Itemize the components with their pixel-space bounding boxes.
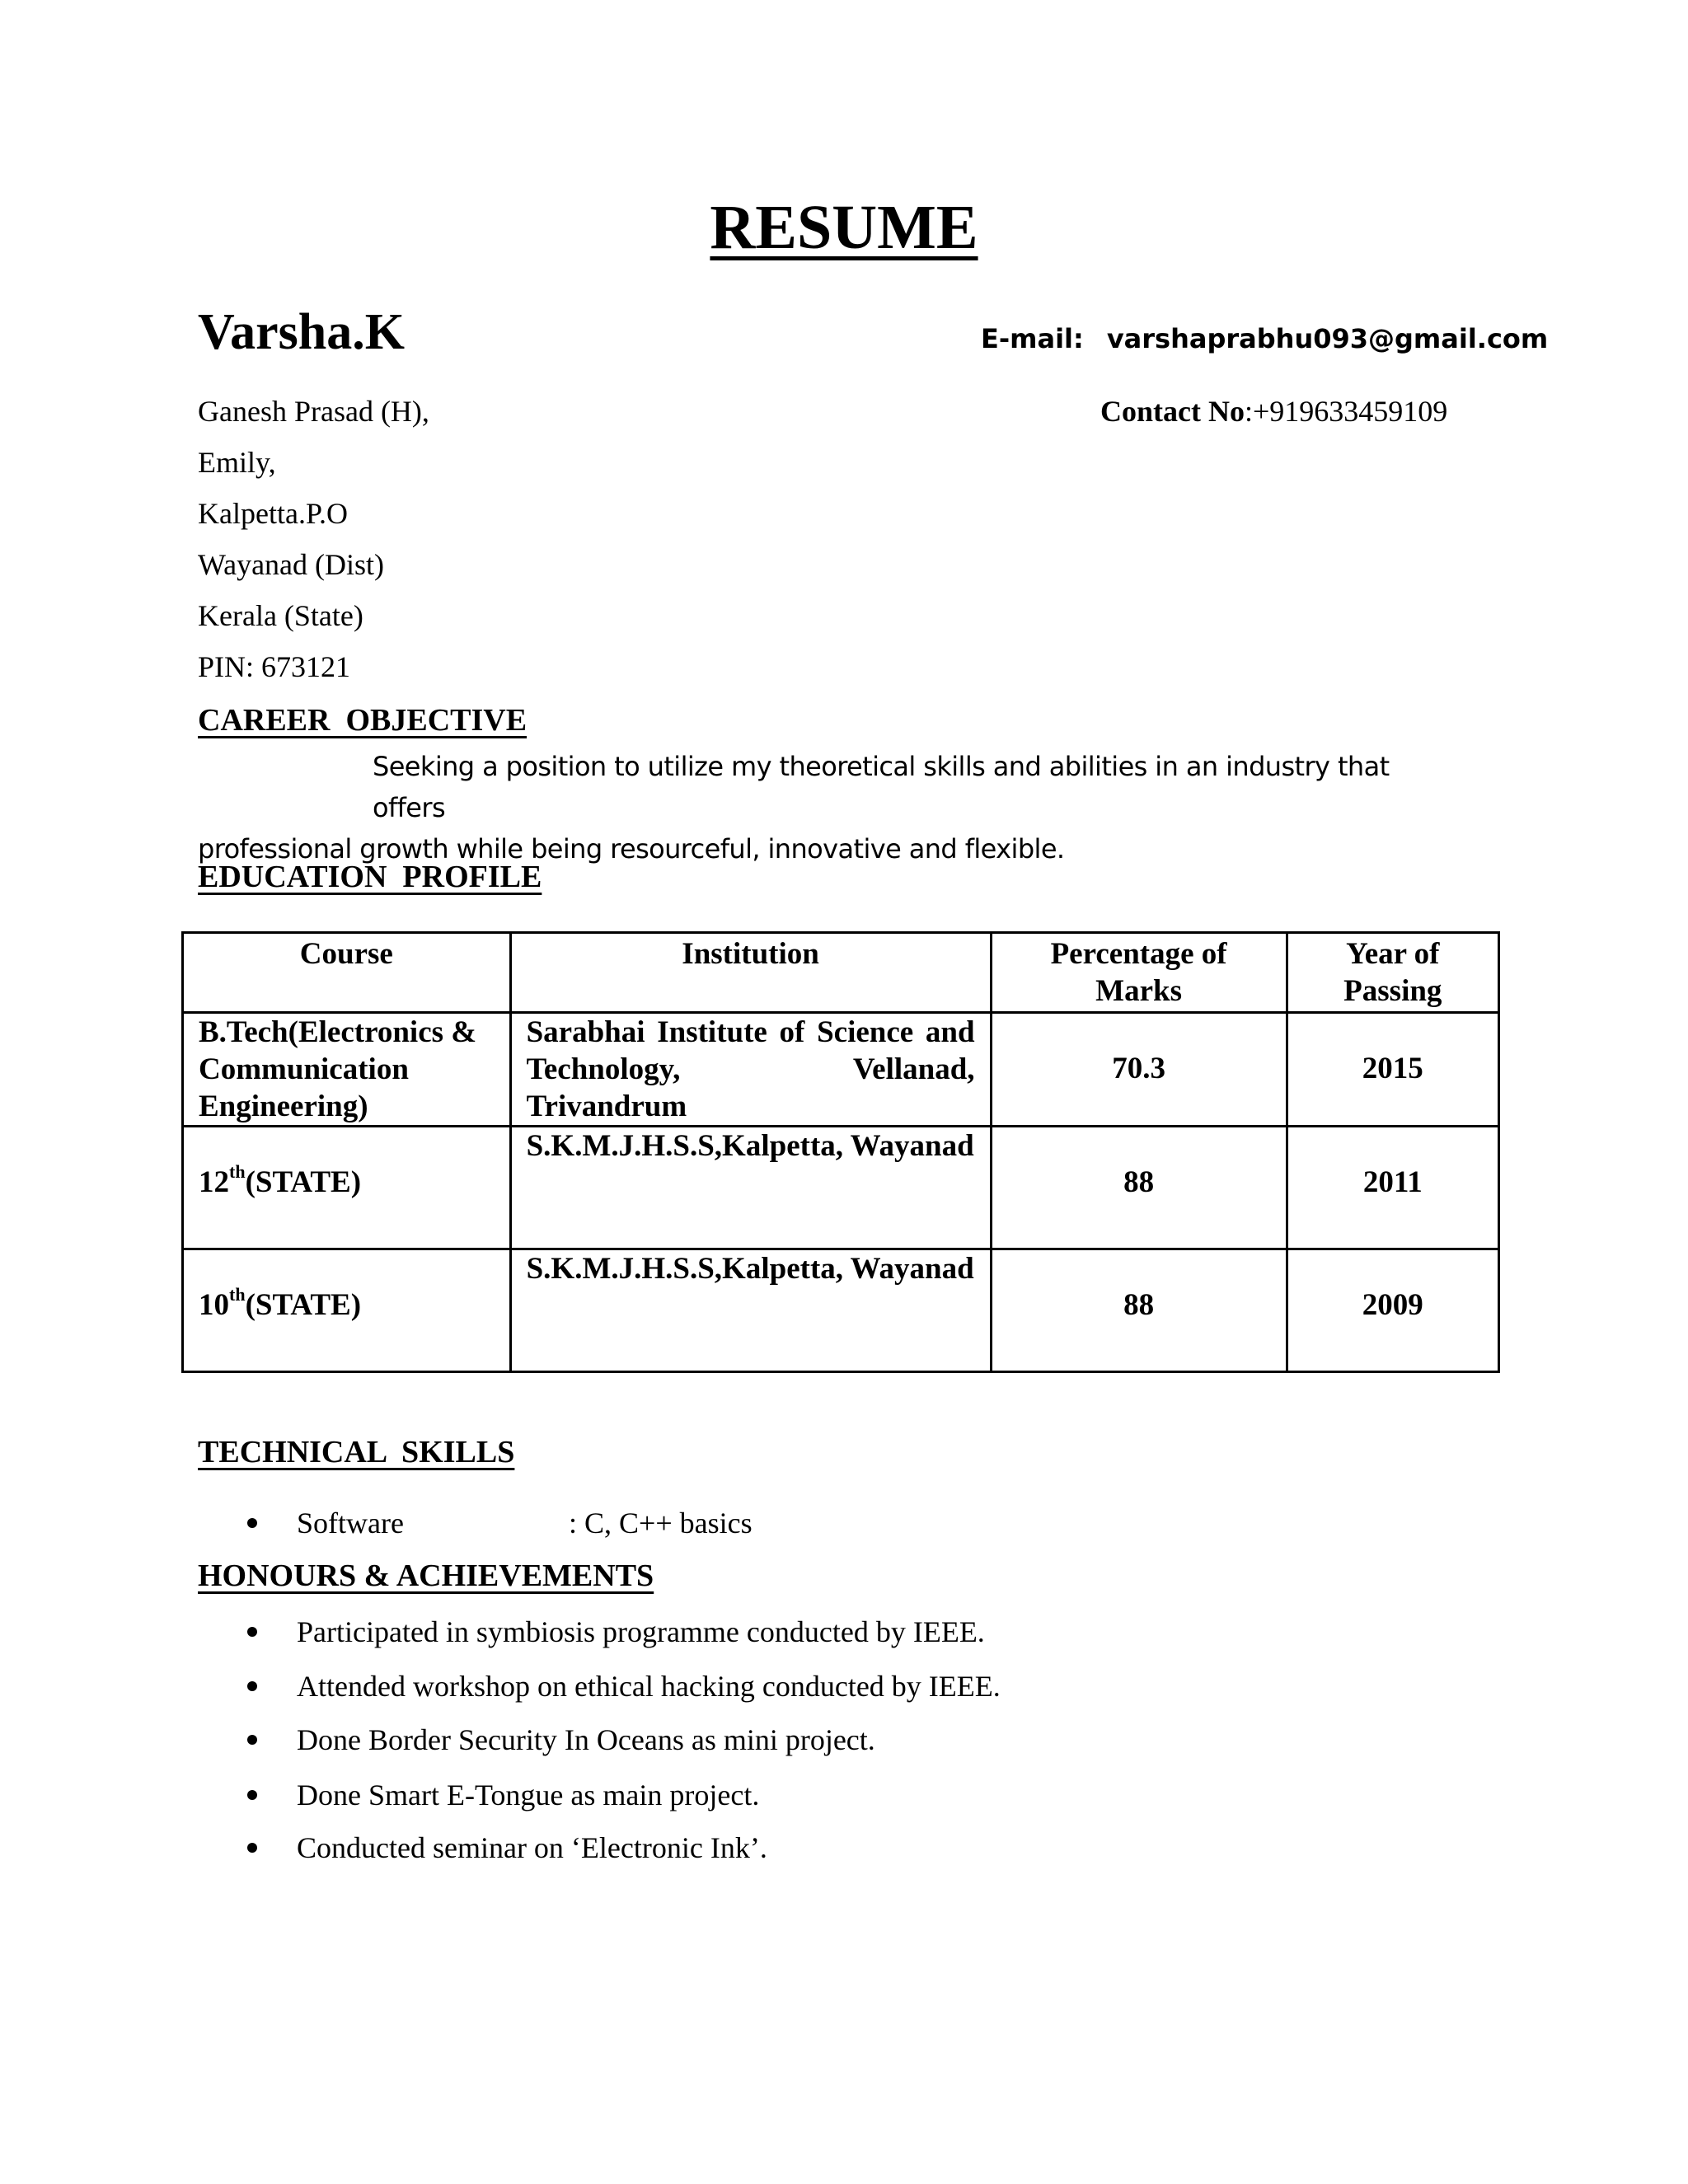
year-cell: 2009 [1287,1249,1498,1372]
table-row [183,1249,1499,1372]
education-profile-heading: EDUCATION PROFILE [198,860,542,894]
course-cell: B.Tech(Electronics & Communication Engineering) [183,1013,511,1127]
column-header-course: Course [183,933,511,1013]
email-address: varshaprabhu093@gmail.com [1106,323,1549,354]
email-line [981,323,1549,354]
table-row [183,1013,1499,1127]
table-header-row [183,933,1499,1013]
bullet-icon [247,1735,257,1745]
page-title: RESUME [710,193,978,262]
skill-value: : C, C++ basics [569,1507,753,1540]
table-row [183,1127,1499,1249]
year-cell: 2015 [1287,1013,1498,1127]
address-line-4: Wayanad (Dist) [198,548,385,581]
bullet-icon [247,1843,257,1853]
bullet-icon [247,1790,257,1800]
technical-skills-list [247,1507,753,1540]
contact-number: :+919633459109 [1244,395,1448,428]
honours-list [247,1617,1001,1863]
skill-label: Software [297,1507,404,1540]
list-item: Done Smart E-Tongue as main project. [247,1780,1001,1833]
email-label: E-mail: [981,323,1084,354]
bullet-icon [247,1681,257,1691]
column-header-year: Year of Passing [1287,933,1498,1013]
percentage-cell: 88 [991,1249,1287,1372]
list-item: Participated in symbiosis programme conducted by IEEE. [247,1617,1001,1671]
list-item: Conducted seminar on ‘Electronic Ink’. [247,1833,1001,1863]
objective-line-2: professional growth while being resourceful, innovative and flexible. [198,833,1065,865]
institution-cell: Sarabhai Institute of Science and Technology, Vellanad, Trivandrum [510,1013,991,1127]
year-cell: 2011 [1287,1127,1498,1249]
address-line-6: PIN: 673121 [198,650,351,683]
technical-skills-heading: TECHNICAL SKILLS [198,1435,515,1469]
candidate-name: Varsha.K [198,304,405,360]
course-cell: 12th(STATE) [183,1127,511,1249]
column-header-percentage: Percentage of Marks [991,933,1287,1013]
education-table [181,931,1500,1373]
bullet-icon [247,1627,257,1637]
bullet-icon [247,1518,257,1528]
list-item: Attended workshop on ethical hacking conducted by IEEE. [247,1671,1001,1725]
institution-cell: S.K.M.J.H.S.S,Kalpetta, Wayanad [510,1127,991,1249]
career-objective-text [198,746,1467,869]
institution-cell: S.K.M.J.H.S.S,Kalpetta, Wayanad [510,1249,991,1372]
percentage-cell: 88 [991,1127,1287,1249]
contact-line [1100,396,1447,426]
course-cell: 10th(STATE) [183,1249,511,1372]
contact-label: Contact No [1100,395,1245,428]
address-line-5: Kerala (State) [198,599,363,632]
address-line-1: Ganesh Prasad (H), [198,395,429,428]
list-item [247,1507,753,1540]
address-line-3: Kalpetta.P.O [198,497,348,530]
career-objective-heading: CAREER OBJECTIVE [198,703,528,738]
honours-heading: HONOURS & ACHIEVEMENTS [198,1558,654,1593]
column-header-institution: Institution [510,933,991,1013]
list-item: Done Border Security In Oceans as mini project. [247,1725,1001,1780]
address-line-2: Emily, [198,446,276,479]
percentage-cell: 70.3 [991,1013,1287,1127]
objective-line-1: Seeking a position to utilize my theoretical skills and abilities in an industry that offers [373,751,1390,823]
